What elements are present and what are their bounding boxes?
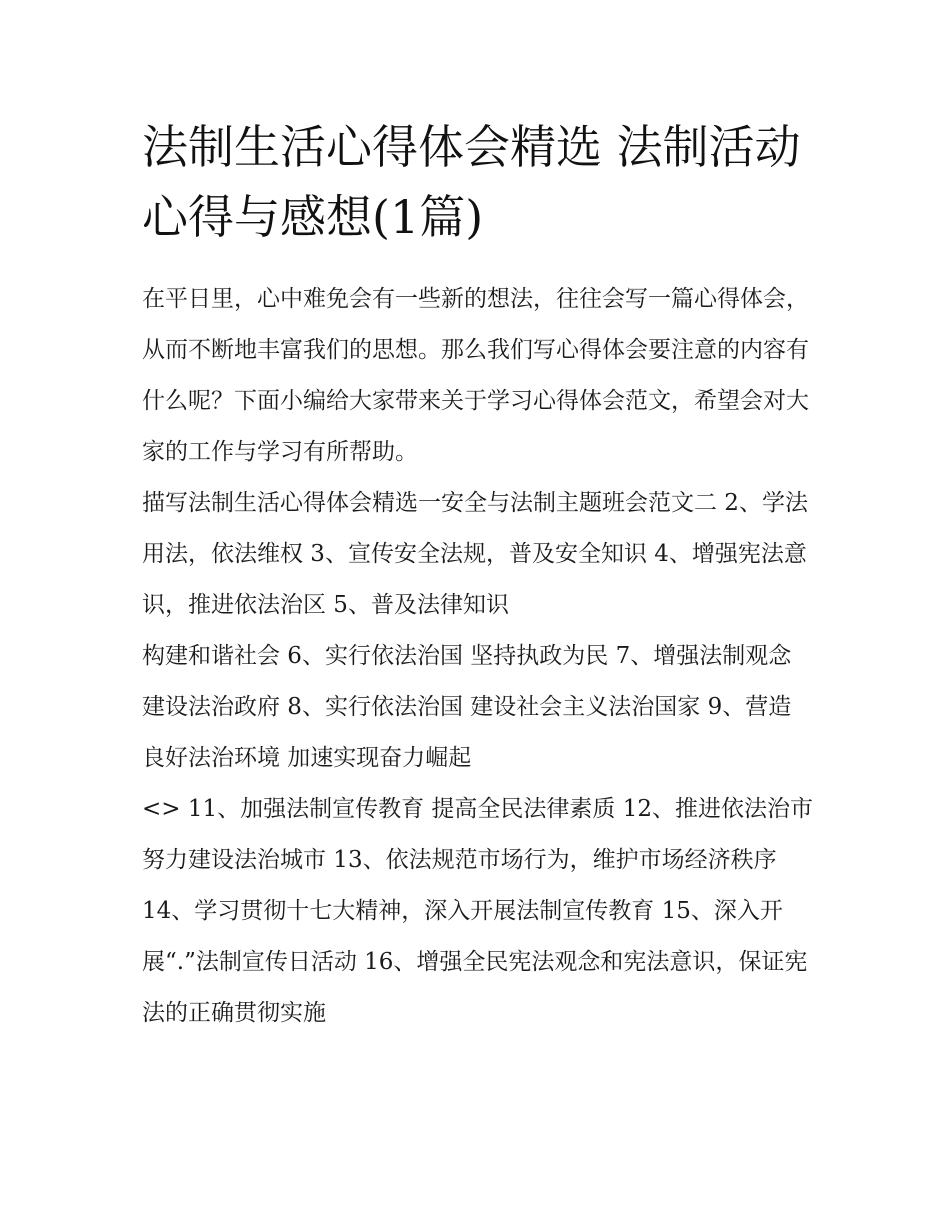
document-title: 法制生活心得体会精选 法制活动心得与感想(1篇) bbox=[142, 120, 801, 244]
body-paragraph-3: <> 11、加强法制宣传教育 提高全民法律素质 12、推进依法治市 努力建设法治城市 13、依法规范市场行为，维护市场经济秩序 bbox=[142, 796, 814, 873]
body-paragraph-2: 构建和谐社会 6、实行依法治国 坚持执政为民 7、增强法制观念 建设法治政府 8、实行依法治国 建设社会主义法治国家 9、营造良好法治环境 加速实现奋力崛起 bbox=[142, 643, 792, 771]
intro-paragraph: 在平日里，心中难免会有一些新的想法，往往会写一篇心得体会，从而不断地丰富我们的思想。那么我们写心得体会要注意的内容有什么呢？下面小编给大家带来关于学习心得体会范文，希望会对大家的工作与学习有所帮助。 bbox=[142, 286, 809, 465]
body-paragraph-1: 描写法制生活心得体会精选一安全与法制主题班会范文二 2、学法用法，依法维权 3、宣传安全法规，普及安全知识 4、增强宪法意识，推进依法治区 5、普及法律知识 bbox=[142, 490, 808, 618]
document-page bbox=[142, 112, 814, 1039]
body-paragraph-4: 14、学习贯彻十七大精神，深入开展法制宣传教育 15、深入开展“.”法制宣传日活动 16、增强全民宪法观念和宪法意识，保证宪法的正确贯彻实施 bbox=[142, 898, 808, 1026]
